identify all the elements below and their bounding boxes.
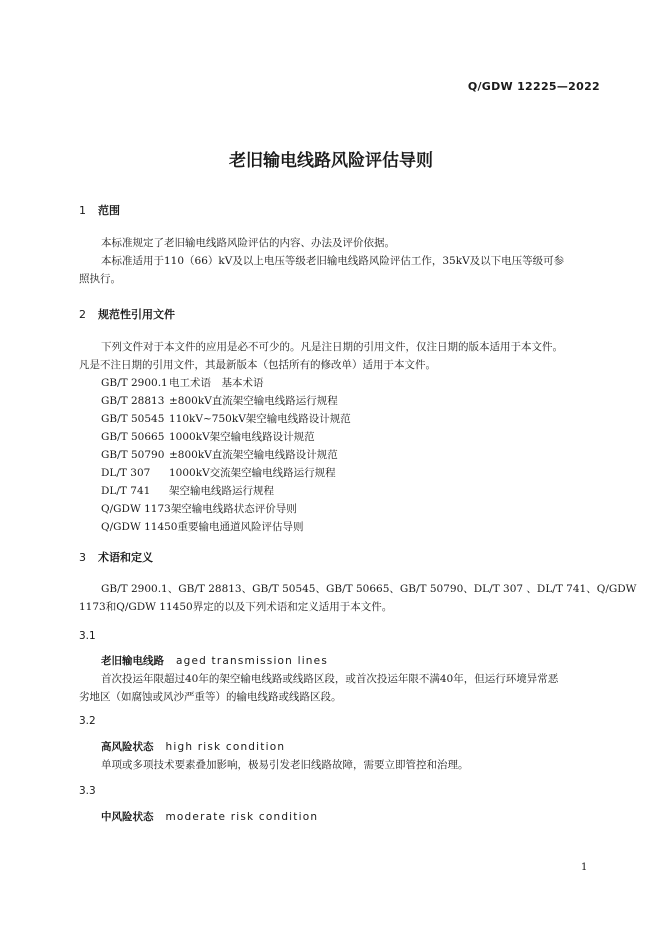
term-entry	[101, 739, 285, 754]
paragraph-line: 1173和Q/GDW 11450界定的以及下列术语和定义适用于本文件。	[79, 601, 393, 613]
reference-code: DL/T 307	[101, 467, 151, 479]
section-2-heading	[79, 306, 175, 322]
reference-code: GB/T 50790	[101, 449, 165, 461]
reference-item	[101, 393, 338, 408]
paragraph-line: 凡是不注日期的引用文件，其最新版本（包括所有的修改单）适用于本文件。	[79, 359, 436, 371]
reference-name: 重要输电通道风险评估导则	[177, 521, 304, 533]
section-title: 术语和定义	[98, 551, 153, 564]
reference-code: GB/T 2900.1	[101, 377, 168, 389]
paragraph-line: 照执行。	[79, 273, 121, 285]
term-number: 3.2	[79, 715, 96, 727]
term-english: high risk condition	[165, 741, 286, 753]
term-chinese: 老旧输电线路	[101, 655, 164, 667]
section-number: 3	[79, 551, 86, 564]
reference-item	[101, 447, 338, 462]
reference-code: GB/T 28813	[101, 395, 165, 407]
reference-item	[101, 375, 264, 390]
reference-code: GB/T 50665	[101, 431, 165, 443]
reference-item	[101, 465, 336, 480]
section-title: 范围	[98, 204, 120, 217]
reference-code: Q/GDW 1173	[101, 503, 171, 515]
reference-name: 1000kV交流架空输电线路运行规程	[169, 467, 336, 479]
reference-item	[101, 429, 315, 444]
reference-code: DL/T 741	[101, 485, 151, 497]
term-definition-line: 劣地区（如腐蚀或风沙严重等）的输电线路或线路区段。	[79, 691, 342, 703]
paragraph-line: 下列文件对于本文件的应用是必不可少的。凡是注日期的引用文件，仅注日期的版本适用于本文件。	[101, 341, 563, 353]
paragraph-line: GB/T 2900.1、GB/T 28813、GB/T 50545、GB/T 50665、GB/T 50790、DL/T 307 、DL/T 741、Q/GDW	[101, 583, 637, 595]
term-english: moderate risk condition	[165, 811, 319, 823]
section-1-heading	[79, 202, 120, 218]
reference-name: 电工术语 基本术语	[169, 377, 264, 389]
term-entry	[101, 809, 318, 824]
section-number: 1	[79, 204, 86, 217]
reference-name: 110kV~750kV架空输电线路设计规范	[169, 413, 351, 425]
reference-name: 架空输电线路状态评价导则	[170, 503, 297, 515]
term-entry	[101, 653, 328, 668]
paragraph: 本标准规定了老旧输电线路风险评估的内容、办法及评价依据。	[101, 237, 395, 249]
reference-item	[101, 411, 351, 426]
term-definition-line: 单项或多项技术要素叠加影响，极易引发老旧线路故障，需要立即管控和治理。	[101, 759, 469, 771]
reference-code: GB/T 50545	[101, 413, 165, 425]
term-english: aged transmission lines	[176, 655, 328, 667]
reference-item	[101, 483, 274, 498]
page-number: 1	[581, 862, 588, 873]
reference-name: ±800kV直流架空输电线路设计规范	[169, 449, 338, 461]
reference-item	[101, 519, 303, 534]
term-chinese: 高风险状态	[101, 741, 154, 753]
term-definition-line: 首次投运年限超过40年的架空输电线路或线路区段，或首次投运年限不满40年，但运行环境异常恶	[101, 673, 559, 685]
section-title: 规范性引用文件	[98, 308, 175, 321]
reference-code: Q/GDW 11450	[101, 521, 178, 533]
section-3-heading	[79, 549, 153, 565]
term-number: 3.1	[79, 630, 96, 642]
reference-name: 架空输电线路运行规程	[169, 485, 274, 497]
standard-code: Q/GDW 12225—2022	[467, 80, 600, 93]
document-title: 老旧输电线路风险评估导则	[229, 151, 433, 171]
term-chinese: 中风险状态	[101, 811, 154, 823]
reference-name: 1000kV架空输电线路设计规范	[169, 431, 315, 443]
paragraph-line: 本标准适用于110（66）kV及以上电压等级老旧输电线路风险评估工作，35kV及以下电压等级可参	[101, 255, 565, 267]
reference-item	[101, 501, 297, 516]
term-number: 3.3	[79, 785, 96, 797]
reference-name: ±800kV直流架空输电线路运行规程	[169, 395, 338, 407]
section-number: 2	[79, 308, 86, 321]
